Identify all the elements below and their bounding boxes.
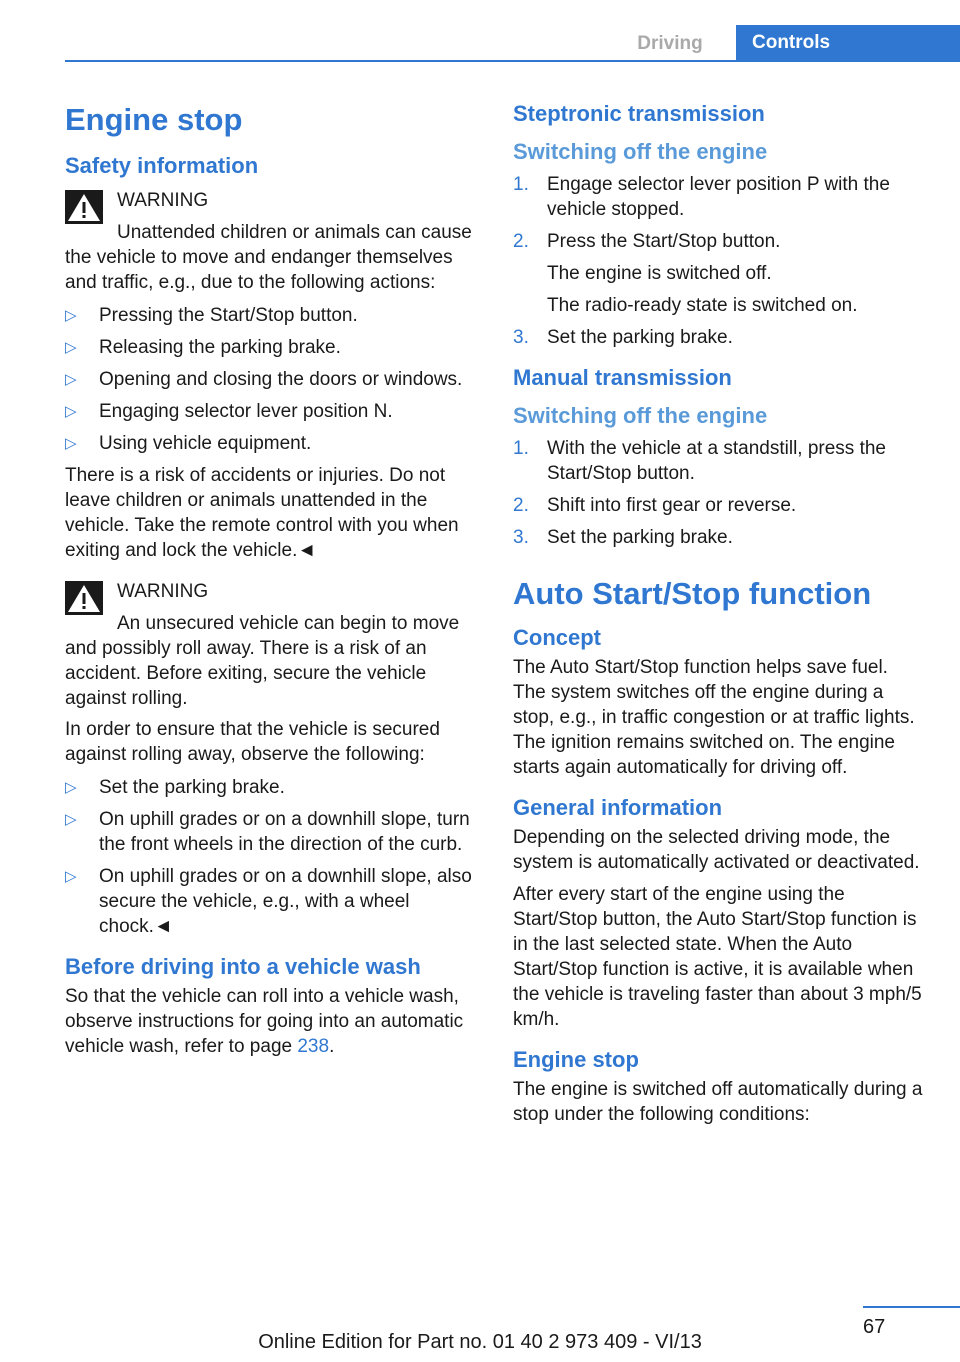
list-item: 3. Set the parking brake. (513, 327, 733, 348)
right-column (513, 100, 923, 1127)
list-item: ▷ On uphill grades or on a downhill slope, turn the front wheels in the direction of the curb. (65, 809, 470, 855)
list-item: 3. Set the parking brake. (513, 527, 733, 548)
triangle-bullet-icon: ▷ (65, 868, 77, 885)
steptronic-subheading: Switching off the engine (513, 139, 768, 164)
edition-footer: Online Edition for Part no. 01 40 2 973 409 - VI/13 (258, 1331, 702, 1353)
steptronic-steps (513, 172, 923, 350)
general-info-heading: General information (513, 795, 723, 820)
page-title: Engine stop (65, 102, 243, 137)
header-rule (65, 60, 960, 62)
list-item: ▷ Engaging selector lever position N. (65, 401, 393, 422)
triangle-bullet-icon: ▷ (65, 435, 77, 452)
concept-text: The Auto Start/Stop function helps save fuel. The system switches off the engine during a stop, e.g., in traffic congestion or at traffic lights. The ignition remains switched on. The engine starts again automatically for driving off. (513, 657, 915, 778)
safety-heading: Safety information (65, 153, 259, 178)
triangle-bullet-icon: ▷ (65, 403, 77, 420)
warning-label: WARNING (117, 581, 209, 602)
triangle-bullet-icon: ▷ (65, 811, 77, 828)
warning-block-2 (65, 579, 480, 711)
engine-stop-heading: Engine stop (513, 1047, 639, 1072)
engine-stop-text: The engine is switched off automatically during a stop under the following conditions: (513, 1079, 923, 1125)
warning-icon (65, 581, 103, 615)
general-info-text-2: After every start of the engine using the Start/Stop button, the Auto Start/Stop function is in the last selected state. When the Auto Start/Stop function is active, it is available when the vehicle is traveling faster than about 3 mph/5 km/h. (513, 884, 922, 1030)
auto-start-stop-title: Auto Start/Stop function (513, 576, 872, 611)
list-item: 2. Press the Start/Stop button. The engine is switched off. The radio-ready state is switched on. (513, 231, 858, 316)
list-item: 1. Engage selector lever position P with the vehicle stopped. (513, 174, 890, 220)
header-section-tab[interactable]: Driving (620, 28, 720, 60)
list-item: 2. Shift into first gear or reverse. (513, 495, 797, 516)
header-chapter-tab[interactable]: Controls (736, 25, 960, 61)
manual-heading: Manual transmission (513, 365, 732, 390)
list-item: ▷ Pressing the Start/Stop button. (65, 305, 358, 326)
manual-steps (513, 436, 923, 550)
triangle-bullet-icon: ▷ (65, 779, 77, 796)
list-item: ▷ Releasing the parking brake. (65, 337, 341, 358)
page-number: 67 (863, 1316, 886, 1338)
warning-text: Unattended children or animals can cause the vehicle to move and endanger themselves and traffic, e.g., due to the following actions: (65, 222, 472, 293)
warning-label: WARNING (117, 190, 209, 211)
warning-1-closing: There is a risk of accidents or injuries. Do not leave children or animals unattended in the vehicle. Take the remote control with you when exiting and lock the vehicle.◄ (65, 465, 459, 561)
manual-subheading: Switching off the engine (513, 403, 768, 428)
list-item: 1. With the vehicle at a standstill, press the Start/Stop button. (513, 438, 886, 484)
left-column (65, 100, 480, 1059)
vehicle-wash-text: So that the vehicle can roll into a vehicle wash, observe instructions for going into an automatic vehicle wash, refer to page 238. (65, 986, 464, 1057)
concept-heading: Concept (513, 625, 601, 650)
list-item: ▷ Using vehicle equipment. (65, 433, 312, 454)
warning-2-list (65, 775, 480, 939)
general-info-text-1: Depending on the selected driving mode, the system is automatically activated or deactivated. (513, 827, 920, 873)
list-item: ▷ Opening and closing the doors or windows. (65, 369, 463, 390)
warning-icon (65, 190, 103, 224)
warning-text: An unsecured vehicle can begin to move and possibly roll away. There is a risk of an accident. Before exiting, secure the vehicle against rolling. (65, 613, 460, 709)
vehicle-wash-heading: Before driving into a vehicle wash (65, 954, 421, 979)
warning-block-1 (65, 188, 480, 295)
footer-rule (863, 1306, 960, 1308)
page-reference-link[interactable]: 238 (297, 1036, 330, 1057)
warning-1-list (65, 303, 480, 456)
triangle-bullet-icon: ▷ (65, 371, 77, 388)
list-item: ▷ Set the parking brake. (65, 777, 285, 798)
triangle-bullet-icon: ▷ (65, 339, 77, 356)
steptronic-heading: Steptronic transmission (513, 101, 765, 126)
warning-2-intro: In order to ensure that the vehicle is secured against rolling away, observe the following: (65, 719, 440, 765)
list-item: ▷ On uphill grades or on a downhill slope, also secure the vehicle, e.g., with a wheel chock.◄ (65, 866, 472, 937)
triangle-bullet-icon: ▷ (65, 307, 77, 324)
